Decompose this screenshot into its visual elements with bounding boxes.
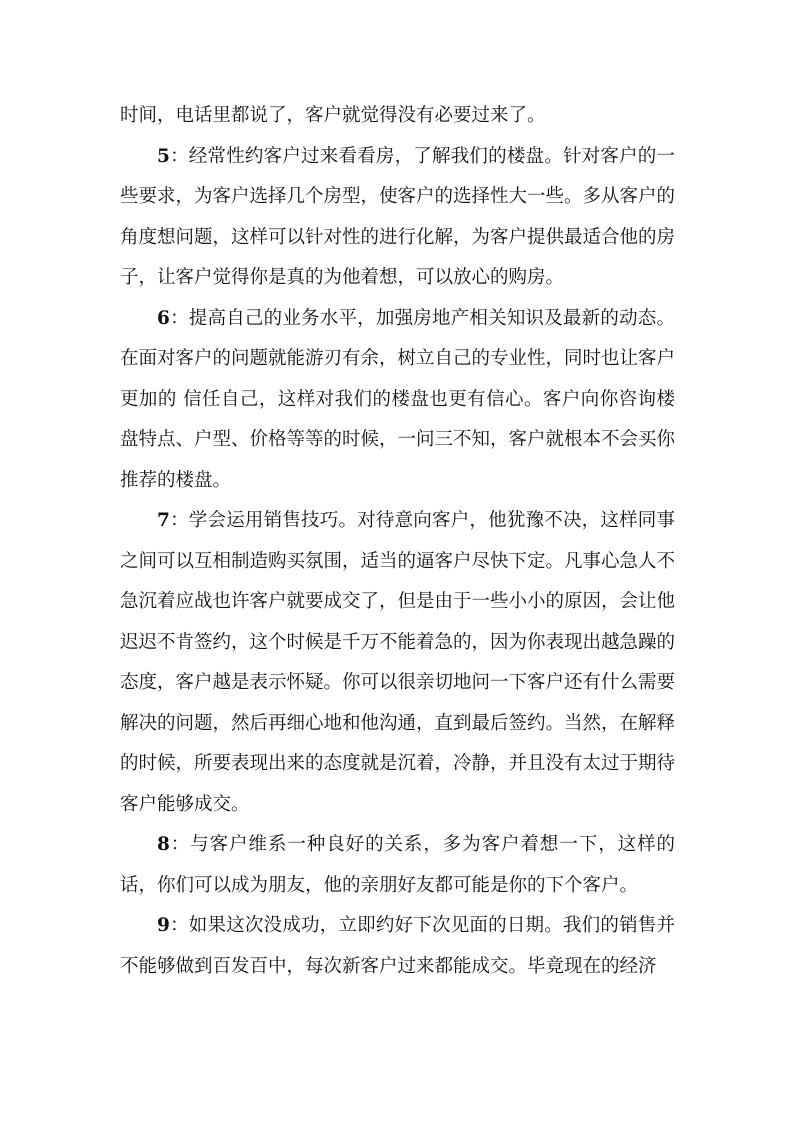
paragraph-8 <box>120 825 675 906</box>
continuation-paragraph: 时间，电话里都说了，客户就觉得没有必要过来了。 <box>120 105 546 126</box>
paragraph-7 <box>120 501 675 825</box>
paragraph-number: 5 <box>157 145 170 167</box>
paragraph-number: 8 <box>157 834 170 855</box>
paragraph-number: 7 <box>157 510 170 531</box>
paragraph-5 <box>120 137 675 299</box>
paragraph-9 <box>120 906 675 987</box>
paragraph-text: ：如果这次没成功，立即约好下次见面的日期。我们的销售并不能够做到百发百中，每次新客户过来都能成交。毕竟现在的经济 <box>120 915 675 977</box>
paragraph-text: ：学会运用销售技巧。对待意向客户，他犹豫不决，这样同事之间可以互相制造购买氛围，适当的逼客户尽快下定。凡事心急人不急沉着应战也许客户就要成交了，但是由于一些小小的原因，会让他迟迟不肯签约，这个时候是千万不能着急的，因为你表现出越急躁的态度，客户越是表示怀疑。你可以很亲切地问一下客户还有什么需要解决的问题，然后再细心地和他沟通，直到最后签约。当然，在解释的时候，所要表现出来的态度就是沉着，冷静，并且没有太过于期待客户能够成交。 <box>120 510 676 815</box>
paragraph-text: ：提高自己的业务水平，加强房地产相关知识及最新的动态。在面对客户的问题就能游刃有余，树立自己的专业性，同时也让客户更加的 信任自己，这样对我们的楼盘也更有信心。客户向你咨询楼盘特点、户型、价格等等的时候，一问三不知，客户就根本不会买你推荐的楼盘。 <box>120 307 676 491</box>
paragraph-number: 6 <box>157 307 170 329</box>
paragraph-number: 9 <box>157 915 170 936</box>
paragraph-6 <box>120 299 675 502</box>
paragraph-text: ：经常性约客户过来看看房，了解我们的楼盘。针对客户的一些要求，为客户选择几个房型，使客户的选择性大一些。多从客户的角度想问题，这样可以针对性的进行化解，为客户提供最适合他的房子，让客户觉得你是真的为他着想，可以放心的购房。 <box>120 145 676 288</box>
document-body <box>120 96 675 987</box>
paragraph-text: ：与客户维系一种良好的关系，多为客户着想一下，这样的话，你们可以成为朋友，他的亲朋好友都可能是你的下个客户。 <box>120 834 675 896</box>
